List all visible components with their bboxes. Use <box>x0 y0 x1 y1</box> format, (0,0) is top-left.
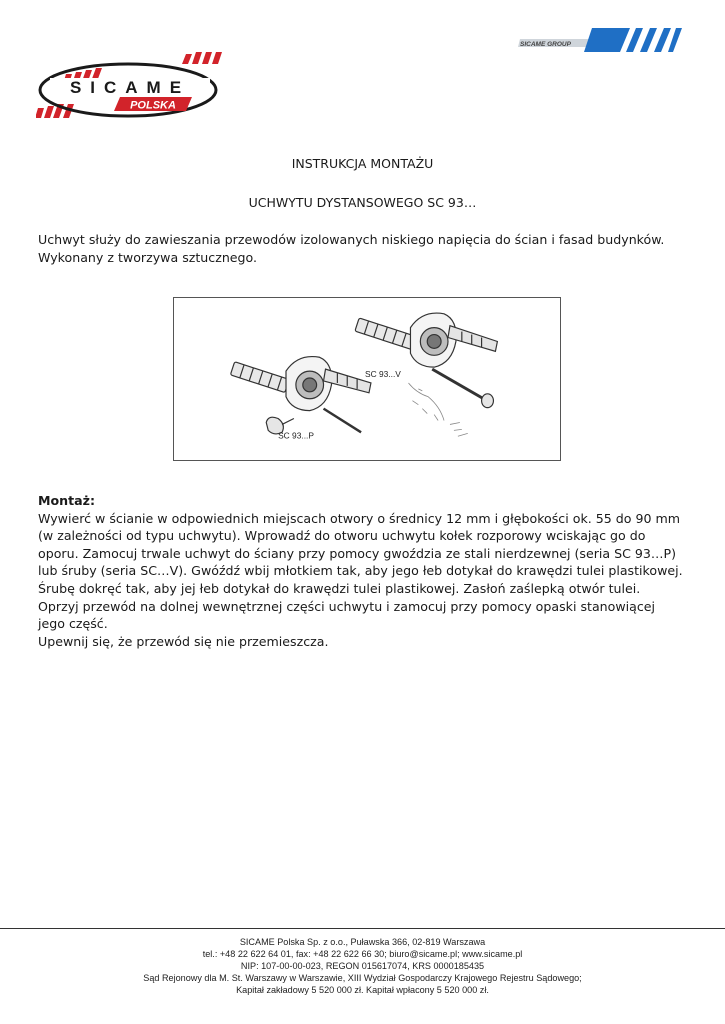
group-logo-text: SICAME GROUP <box>520 41 571 48</box>
footer-contact-line: tel.: +48 22 622 64 01, fax: +48 22 622 66 30; biuro@sicame.pl; www.sicame.pl <box>202 949 523 959</box>
assembly-paragraph: Wywierć w ścianie w odpowiednich miejscach otwory o średnicy 12 mm i głębokości ok. 55 do 90 mm (w zależności od typu uchwytu). Wprowadź do otworu uchwytu kołek rozporowy wciskając go do oporu. Zamocuj trwale uchwyt do ściany przy pomocy gwoździa ze stali nierdzewnej (seria SC 93…P) lub śruby (seria SC…V). Gwóźdź wbij młotkiem tak, aby jego łeb dotykał do krawędzi tulei plastikowej. Śrubę dokręć tak, aby jej łeb dotykał do krawędzi tulei plastikowej. Zasłoń zaślepką otwór tulei. <box>38 510 683 596</box>
assembly-paragraph: Oprzyj przewód na dolnej wewnętrznej części uchwytu i zamocuj przy pomocy opaski stanowiącej jego część. <box>38 598 656 632</box>
footer-divider <box>0 928 725 929</box>
document-title: INSTRUKCJA MONTAŻU <box>291 156 434 171</box>
footer <box>0 936 725 996</box>
intro-paragraph: Uchwyt służy do zawieszania przewodów izolowanych niskiego napięcia do ścian i fasad budynków. Wykonany z tworzywa sztucznego. <box>38 232 665 265</box>
logo-main-text: SICAME <box>69 78 191 97</box>
logo-sub-text: POLSKA <box>130 99 176 112</box>
document-subtitle: UCHWYTU DYSTANSOWEGO SC 93… <box>248 195 477 210</box>
figure-label-v: SC 93...V <box>365 369 401 380</box>
sc93-p-illustration <box>230 357 371 434</box>
footer-court-line: Sąd Rejonowy dla M. St. Warszawy w Warszawie, XIII Wydział Gospodarczy Krajowego Rejestru Sądowego; <box>143 973 582 983</box>
sicame-group-logo <box>516 26 686 56</box>
product-figure <box>173 297 561 461</box>
assembly-section <box>38 492 683 650</box>
assembly-paragraph: Upewnij się, że przewód się nie przemieszcza. <box>38 633 329 649</box>
footer-company-line: SICAME Polska Sp. z o.o., Puławska 366, 02-819 Warszawa <box>239 937 486 947</box>
assembly-heading: Montaż: <box>38 493 96 508</box>
sicame-polska-logo <box>36 48 226 124</box>
figure-label-p: SC 93...P <box>278 430 314 441</box>
footer-capital-line: Kapitał zakładowy 5 520 000 zł. Kapitał wpłacony 5 520 000 zł. <box>236 985 489 995</box>
footer-registry-line: NIP: 107-00-00-023, REGON 015617074, KRS 0000185435 <box>240 961 485 971</box>
